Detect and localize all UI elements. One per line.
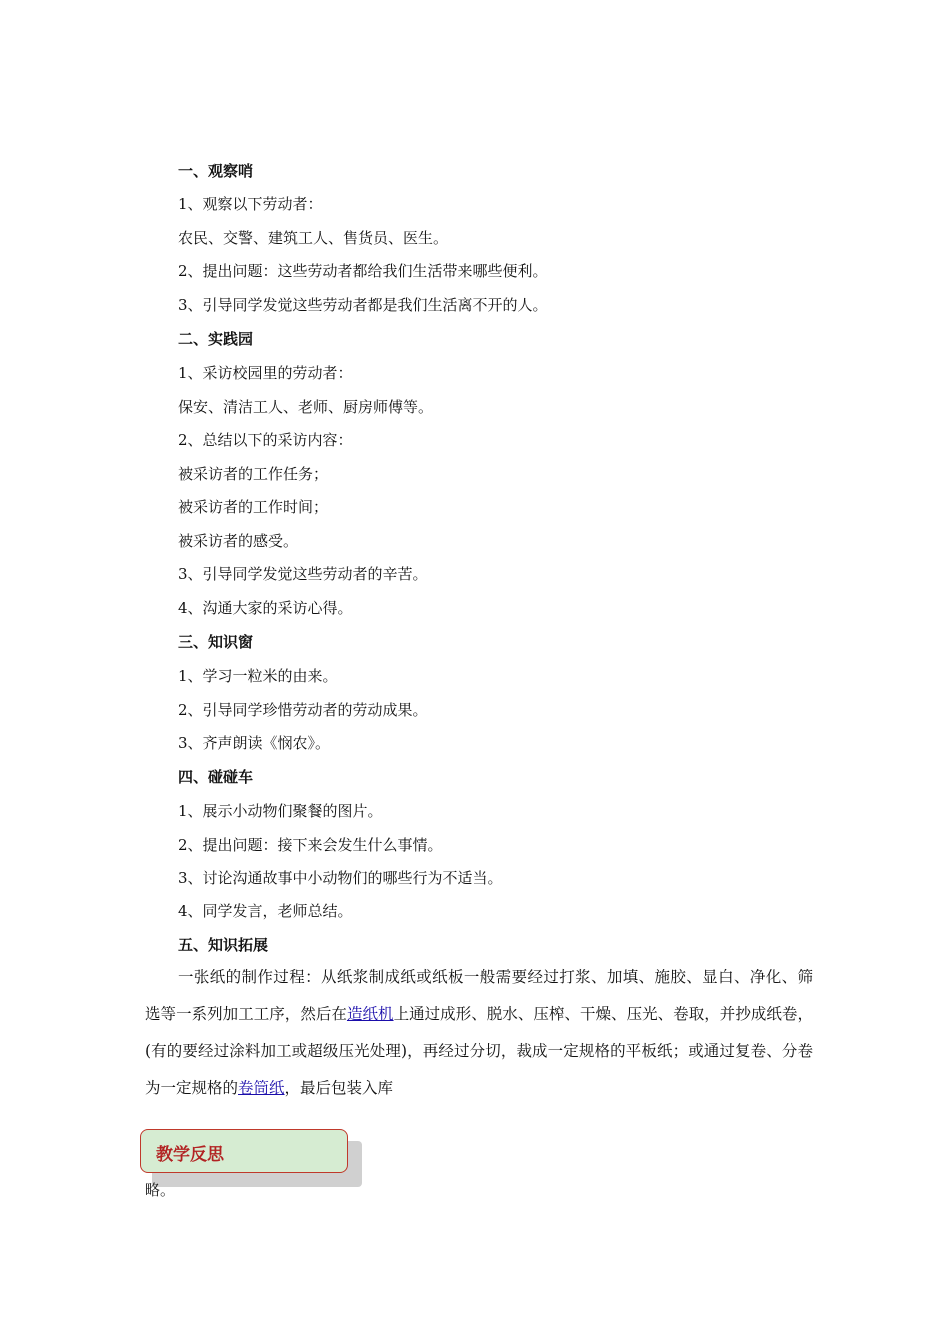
paragraph-text: ，最后包装入库: [284, 1079, 394, 1097]
list-item: 农民、交警、建筑工人、售货员、医生。: [178, 229, 449, 247]
list-item: 4、同学发言，老师总结。: [178, 902, 353, 920]
list-item: 被采访者的感受。: [178, 532, 299, 550]
list-item: 被采访者的工作任务；: [178, 465, 329, 483]
list-item: 1、展示小动物们聚餐的图片。: [178, 802, 383, 820]
list-item: 保安、清洁工人、老师、厨房师傅等。: [178, 398, 434, 416]
list-item: 2、引导同学珍惜劳动者的劳动成果。: [178, 701, 428, 719]
reflection-title-box: [140, 1129, 348, 1173]
paper-machine-link[interactable]: 造纸机: [346, 1005, 394, 1023]
section-heading: 二、实践园: [178, 330, 254, 348]
list-item: 2、提出问题：接下来会发生什么事情。: [178, 836, 443, 854]
paper-making-paragraph: [145, 959, 813, 1107]
section-heading: 三、知识窗: [178, 633, 254, 651]
reflection-title: 教学反思: [156, 1145, 224, 1165]
list-item: 3、讨论沟通故事中小动物们的哪些行为不适当。: [178, 869, 503, 887]
list-item: 3、引导同学发觉这些劳动者都是我们生活离不开的人。: [178, 296, 548, 314]
section-heading: 四、碰碰车: [178, 768, 254, 786]
list-item: 3、引导同学发觉这些劳动者的辛苦。: [178, 565, 428, 583]
list-item: 1、学习一粒米的由来。: [178, 667, 338, 685]
list-item: 2、总结以下的采访内容：: [178, 431, 353, 449]
paragraph-text: 一张纸的制作过程：从纸浆制成纸或纸板一般需要经过打浆、加填、施胶、显白、净化、筛选等一系列加工工序，然后在: [145, 968, 813, 1023]
list-item: 被采访者的工作时间；: [178, 498, 329, 516]
section-heading: 五、知识拓展: [178, 936, 269, 954]
section-heading: 一、观察哨: [178, 162, 254, 180]
list-item: 1、采访校园里的劳动者：: [178, 364, 353, 382]
list-item: 1、观察以下劳动者：: [178, 195, 323, 213]
list-item: 2、提出问题：这些劳动者都给我们生活带来哪些便利。: [178, 262, 548, 280]
list-item: 3、齐声朗读《悯农》。: [178, 734, 331, 752]
reflection-text: 略。: [145, 1181, 176, 1199]
list-item: 4、沟通大家的采访心得。: [178, 599, 353, 617]
roll-paper-link[interactable]: 卷筒纸: [238, 1079, 285, 1097]
paragraph-text: 上通过成形、脱水、压榨、干燥、压光、卷取，并抄成纸卷，(有的要经过涂料加工或超级压光处理)，再经过分切，裁成一定规格的平板纸；或通过复卷、分卷为一定规格的: [145, 1005, 813, 1097]
